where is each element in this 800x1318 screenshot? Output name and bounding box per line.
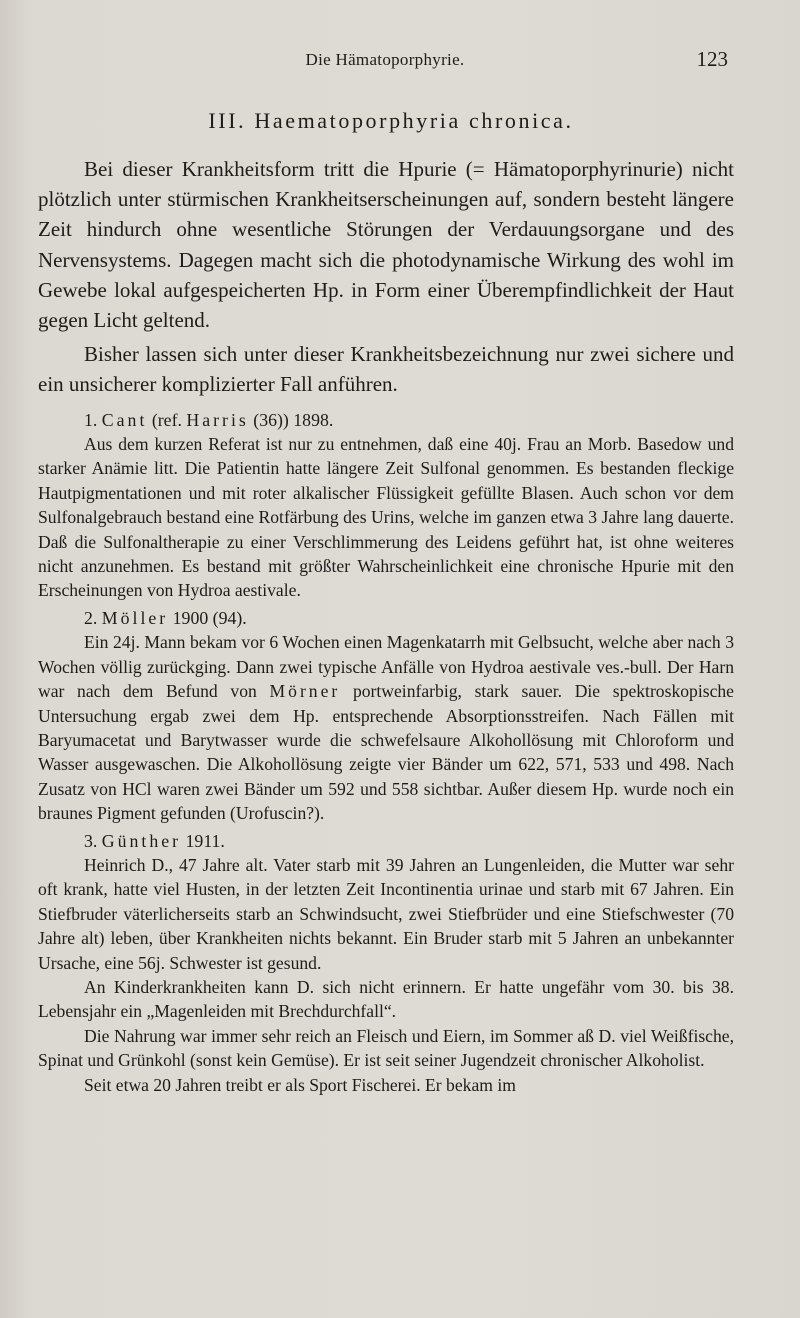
case-list — [38, 408, 734, 1097]
case-paragraph: Heinrich D., 47 Jahre alt. Vater starb mit 39 Jahren an Lungenleiden, die Mutter war sehr oft krank, hatte viel Husten, in der letzten Zeit Incontinentia urinae und starb mit 67 Jahren. Ein Stiefbruder väterlicherseits starb an Schwindsucht, zwei Stiefbrüder und eine Stiefschwester (70 Jahre alt) leben, über Krankheiten nichts bekannt. Ein Bruder starb mit 5 Jahren an unbekannter Ursache, eine 56j. Schwester ist gesund. — [38, 854, 734, 973]
page-header — [40, 47, 730, 76]
case-author: Möller — [101, 607, 169, 628]
section-title: III. Haematoporphyria chronica. — [208, 108, 574, 133]
case-paragraph — [38, 630, 734, 825]
case-reference: 1900 (94). — [172, 607, 247, 628]
case-cited-name: Mörner — [269, 681, 341, 702]
intro-paragraph: Bisher lassen sich unter dieser Krankheitsbezeichnung nur zwei sichere und ein unsicherer komplizierter Fall anführen. — [38, 342, 734, 397]
case-text: Ein 24j. Mann bekam vor 6 Wochen einen Magenkatarrh mit Gelbsucht, welche aber nach 3 Wochen völlig zurückging. Dann zwei typische Anfälle von Hydroa aestivale ves.-bull. Der Harn war nach dem Befund von — [38, 632, 734, 702]
case-number: 3. — [84, 830, 98, 851]
case-author: Günther — [101, 830, 182, 851]
running-title: Die Hämatoporphyrie. — [305, 50, 465, 69]
case-paragraph: Seit etwa 20 Jahren treibt er als Sport Fischerei. Er bekam im — [84, 1074, 516, 1095]
case-number: 1. — [84, 409, 98, 430]
page-number: 123 — [696, 47, 728, 71]
case-heading-cant — [38, 408, 734, 432]
case-paragraph: Die Nahrung war immer sehr reich an Fleisch und Eiern, im Sommer aß D. viel Weißfische, Spinat und Grünkohl (sonst kein Gemüse). Er ist seit seiner Jugendzeit chronischer Alkoholist. — [38, 1025, 734, 1071]
case-paragraph: An Kinderkrankheiten kann D. sich nicht erinnern. Er hatte ungefähr vom 30. bis 38. Lebensjahr ein „Magenleiden mit Brechdurchfall“. — [38, 976, 734, 1022]
case-reference-author: Harris — [186, 409, 249, 430]
case-author: Cant — [101, 409, 148, 430]
case-text: portweinfarbig, stark sauer. Die spektroskopische Untersuchung ergab zwei dem Hp. entsprechende Absorptionsstreifen. Nach Fällen mit Baryumacetat und Barytwasser wurde die schwefelsaure Alkohollösung mit Chloroform und Wasser ausgewaschen. Die Alkohollösung zeigte vier Bänder um 622, 571, 533 und 498. Nach Zusatz von HCl waren zwei Bänder um 592 und 558 sichtbar. Außer diesem Hp. wurde noch ein braunes Pigment gefunden (Urofuscin?). — [38, 681, 734, 824]
case-number: 2. — [84, 607, 98, 628]
case-reference-close: (36)) 1898. — [253, 409, 334, 430]
case-heading-moeller — [38, 606, 734, 630]
intro-text — [38, 154, 734, 400]
intro-paragraph: Bei dieser Krankheitsform tritt die Hpurie (= Hämatoporphyrinurie) nicht plötzlich unter stürmischen Krankheitserscheinungen auf, sondern besteht längere Zeit hindurch ohne wesentliche Störungen der Verdauungsorgane und des Nervensystems. Dagegen macht sich die photodynamische Wirkung des wohl im Gewebe lokal aufgespeicherten Hp. in Form einer Überempfindlichkeit der Haut gegen Licht geltend. — [38, 157, 734, 333]
case-paragraph: Aus dem kurzen Referat ist nur zu entnehmen, daß eine 40j. Frau an Morb. Basedow und starker Anämie litt. Die Patientin hatte längere Zeit Sulfonal genommen. Es bestanden fleckige Hautpigmentationen und mit roter alkalischer Flüssigkeit gefüllte Blasen. Auch schon vor dem Sulfonalgebrauch bestand eine Rotfärbung des Urins, welche im ganzen etwa 3 Jahre lang dauerte. Daß die Sulfonaltherapie zu einer Verschlimmerung des Leidens geführt hat, ist ohne weiteres nicht anzunehmen. Es bestand mit größter Wahrscheinlichkeit eine chronische Hpurie mit den Erscheinungen von Hydroa aestivale. — [38, 434, 734, 601]
case-reference-open: (ref. — [151, 409, 182, 430]
case-heading-guenther — [38, 829, 734, 853]
case-reference: 1911. — [185, 830, 225, 851]
page-body — [38, 108, 734, 1097]
